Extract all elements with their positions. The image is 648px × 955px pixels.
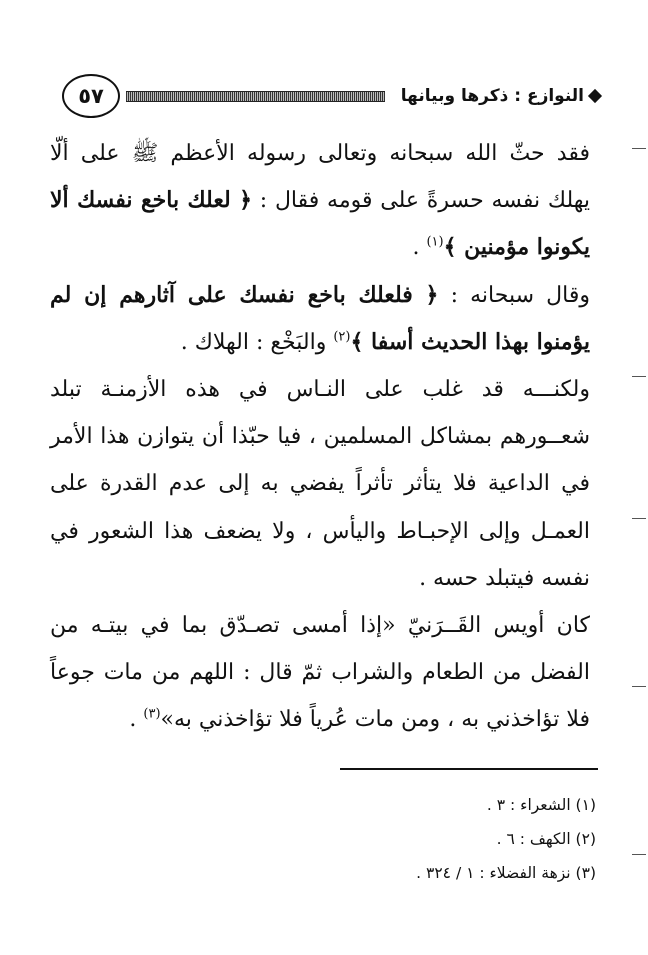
- margin-mark: [632, 376, 646, 377]
- text-run: وقال سبحانه :: [438, 282, 590, 308]
- margin-mark: [632, 686, 646, 687]
- quran-verse: ﴿ لعلك باخع نفسك ألا يكونوا مؤمنين ﴾: [50, 187, 590, 261]
- footnote: (٣) نزهة الفضلاء : ١ / ٣٢٤ .: [416, 864, 596, 882]
- paragraph: [50, 366, 590, 602]
- footnote-ref: (٣): [143, 707, 161, 723]
- margin-mark: [632, 518, 646, 519]
- margin-mark: [632, 854, 646, 855]
- footnote-ref: (٢): [333, 329, 351, 345]
- body-text: [50, 130, 590, 744]
- text-run: والبَخْع : الهلاك .: [180, 329, 334, 355]
- text-run: .: [129, 707, 144, 733]
- text-run: ولكنـــه قد غلب على النـاس في هذه الأزمنـة تبلد شعــورهم بمشاكل المسلمين ، فيا حبّذا أن يتوازن هذا الأمر في الداعية فلا يتأثر تأثراً يفضي به إلى عدم القدرة على العمـل وإلى الإحبـاط واليأس ، ولا يضعف هذا الشعور في نفسه فيتبلد حسه .: [50, 377, 590, 591]
- quran-verse: ﴿ فلعلك باخع نفسك على آثارهم إن لم يؤمنوا بهذا الحديث أسفا ﴾: [50, 281, 590, 355]
- footnote-separator: [340, 768, 598, 770]
- footnote: (٢) الكهف : ٦ .: [496, 830, 596, 848]
- running-header: [62, 70, 600, 122]
- text-run: كان أويس القَــرَنيّ «إذا أمسى تصـدّق بما في بيتـه من الفضل من الطعام والشراب ثمّ قال : اللهم من مات جوعاً فلا تؤاخذني به ، ومن مات عُرياً فلا تؤاخذني به»: [50, 613, 590, 733]
- paragraph: [50, 130, 590, 272]
- page-number: ٥٧: [62, 74, 120, 118]
- diamond-bullet-icon: [588, 89, 602, 103]
- text-run: فقد حثّ الله سبحانه وتعالى رسوله الأعظم ﷺ على ألّا يهلك نفسه حسرةً على قومه فقال :: [50, 141, 590, 214]
- header-title-text: النوازع : ذكرها وبيانها: [400, 86, 584, 106]
- paragraph: [50, 272, 590, 366]
- footnote-ref: (١): [426, 235, 444, 251]
- text-run: .: [412, 235, 427, 261]
- header-rule: [126, 91, 385, 102]
- footnotes: [76, 788, 596, 890]
- footnote: (١) الشعراء : ٣ .: [486, 796, 596, 814]
- paragraph: [50, 602, 590, 744]
- margin-mark: [632, 148, 646, 149]
- header-title: [391, 86, 600, 106]
